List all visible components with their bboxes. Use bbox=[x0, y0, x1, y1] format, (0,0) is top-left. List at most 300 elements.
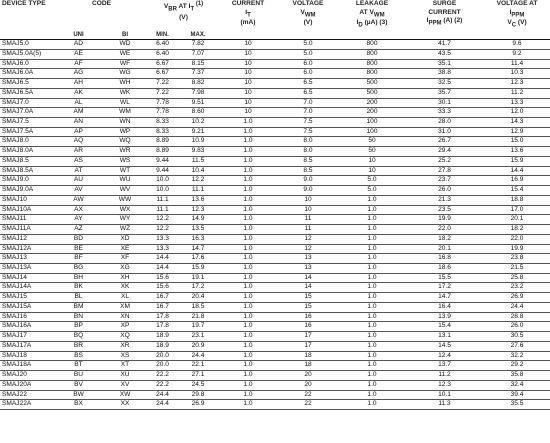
clamping-voltage-cell: 10.3 bbox=[484, 69, 550, 79]
bi-code-cell: XS bbox=[102, 351, 148, 361]
device-type-cell: SMAJ7.5 bbox=[0, 118, 55, 128]
leakage-cell: 1.0 bbox=[339, 341, 405, 351]
bi-code-cell: WH bbox=[102, 79, 148, 89]
working-voltage-cell: 14 bbox=[277, 283, 339, 293]
vbr-min-cell: 12.2 bbox=[148, 215, 177, 225]
leakage-cell: 800 bbox=[339, 59, 405, 69]
device-type-cell: SMAJ11 bbox=[0, 215, 55, 225]
clamping-voltage-cell: 9.2 bbox=[484, 49, 550, 59]
max-subheader: MAX. bbox=[177, 30, 219, 40]
surge-current-cell: 27.8 bbox=[405, 166, 484, 176]
device-type-cell: SMAJ12A bbox=[0, 244, 55, 254]
device-type-cell: SMAJ7.0A bbox=[0, 108, 55, 118]
uni-code-cell: AH bbox=[55, 79, 102, 89]
device-type-cell: SMAJ6.5 bbox=[0, 79, 55, 89]
surge-current-cell: 16.4 bbox=[405, 302, 484, 312]
test-current-cell: 1.0 bbox=[219, 264, 277, 274]
test-current-cell: 10 bbox=[219, 79, 277, 89]
vbr-max-cell: 9.83 bbox=[177, 147, 219, 157]
device-type-cell: SMAJ10A bbox=[0, 205, 55, 215]
device-type-cell: SMAJ13 bbox=[0, 254, 55, 264]
bi-code-cell: XH bbox=[102, 273, 148, 283]
clamping-voltage-cell: 27.6 bbox=[484, 341, 550, 351]
bi-code-cell: WP bbox=[102, 127, 148, 137]
uni-code-cell: BH bbox=[55, 273, 102, 283]
vbr-max-cell: 26.9 bbox=[177, 400, 219, 410]
vbr-max-cell: 12.2 bbox=[177, 176, 219, 186]
uni-code-cell: AD bbox=[55, 40, 102, 50]
surge-current-cell: 20.1 bbox=[405, 244, 484, 254]
test-current-cell: 1.0 bbox=[219, 118, 277, 128]
table-row bbox=[0, 176, 550, 186]
table-row bbox=[0, 234, 550, 244]
vbr-max-cell: 14.9 bbox=[177, 215, 219, 225]
device-type-cell: SMAJ14 bbox=[0, 273, 55, 283]
bi-code-cell: WW bbox=[102, 195, 148, 205]
leakage-cell: 100 bbox=[339, 118, 405, 128]
device-type-cell: SMAJ8.5 bbox=[0, 156, 55, 166]
table-row bbox=[0, 351, 550, 361]
working-voltage-cell: 16 bbox=[277, 312, 339, 322]
vbr-max-cell: 23.1 bbox=[177, 332, 219, 342]
table-row bbox=[0, 88, 550, 98]
bi-code-cell: XV bbox=[102, 380, 148, 390]
vbr-max-cell: 11.5 bbox=[177, 156, 219, 166]
bi-code-cell: WG bbox=[102, 69, 148, 79]
device-type-cell: SMAJ9.0A bbox=[0, 186, 55, 196]
leakage-cell: 200 bbox=[339, 108, 405, 118]
table-row bbox=[0, 108, 550, 118]
vbr-max-cell: 9.21 bbox=[177, 127, 219, 137]
surge-current-cell: 13.9 bbox=[405, 312, 484, 322]
device-type-cell: SMAJ22 bbox=[0, 390, 55, 400]
clamping-voltage-cell: 35.5 bbox=[484, 400, 550, 410]
vbr-min-cell: 8.33 bbox=[148, 127, 177, 137]
vbr-min-cell: 16.7 bbox=[148, 302, 177, 312]
vbr-max-cell: 13.5 bbox=[177, 225, 219, 235]
test-current-cell: 1.0 bbox=[219, 215, 277, 225]
vbr-min-cell: 7.78 bbox=[148, 108, 177, 118]
working-voltage-cell: 7.5 bbox=[277, 127, 339, 137]
table-row bbox=[0, 380, 550, 390]
vbr-max-cell: 8.15 bbox=[177, 59, 219, 69]
clamping-voltage-cell: 12.0 bbox=[484, 108, 550, 118]
vbr-max-cell: 15.9 bbox=[177, 264, 219, 274]
test-current-cell: 1.0 bbox=[219, 195, 277, 205]
bi-code-cell: WE bbox=[102, 49, 148, 59]
surge-current-header: SURGE CURRENT $I_{PPM}$ (A) (2) bbox=[426, 0, 463, 27]
leakage-cell: 1.0 bbox=[339, 312, 405, 322]
vbr-min-cell: 14.4 bbox=[148, 264, 177, 274]
uni-code-cell: BN bbox=[55, 312, 102, 322]
vbr-min-cell: 10.0 bbox=[148, 176, 177, 186]
bi-code-cell: WL bbox=[102, 98, 148, 108]
table-row bbox=[0, 98, 550, 108]
blank-subheader bbox=[277, 30, 339, 40]
leakage-cell: 1.0 bbox=[339, 244, 405, 254]
vbr-min-cell: 16.7 bbox=[148, 293, 177, 303]
vbr-min-cell: 6.67 bbox=[148, 59, 177, 69]
bi-code-cell: XP bbox=[102, 322, 148, 332]
clamping-voltage-cell: 32.2 bbox=[484, 351, 550, 361]
code-header: CODE bbox=[91, 0, 112, 7]
working-voltage-cell: 5.0 bbox=[277, 40, 339, 50]
clamping-voltage-cell: 14.4 bbox=[484, 166, 550, 176]
bi-code-cell: XF bbox=[102, 254, 148, 264]
uni-code-cell: AS bbox=[55, 156, 102, 166]
vbr-min-cell: 22.2 bbox=[148, 380, 177, 390]
working-voltage-cell: 20 bbox=[277, 380, 339, 390]
table-row bbox=[0, 127, 550, 137]
vbr-min-cell: 20.0 bbox=[148, 351, 177, 361]
bi-code-cell: WX bbox=[102, 205, 148, 215]
leakage-cell: 1.0 bbox=[339, 234, 405, 244]
working-voltage-header: VOLTAGE $V_{WM}$ (V) bbox=[292, 0, 324, 27]
uni-code-cell: AR bbox=[55, 147, 102, 157]
test-current-cell: 1.0 bbox=[219, 302, 277, 312]
clamping-voltage-cell: 21.5 bbox=[484, 264, 550, 274]
leakage-cell: 100 bbox=[339, 127, 405, 137]
device-type-cell: SMAJ5.0 bbox=[0, 40, 55, 50]
bi-code-cell: XG bbox=[102, 264, 148, 274]
leakage-cell: 1.0 bbox=[339, 225, 405, 235]
device-type-cell: SMAJ12 bbox=[0, 234, 55, 244]
leakage-cell: 500 bbox=[339, 79, 405, 89]
uni-code-cell: BL bbox=[55, 293, 102, 303]
vbr-max-cell: 7.37 bbox=[177, 69, 219, 79]
leakage-cell: 1.0 bbox=[339, 283, 405, 293]
bi-code-cell: WV bbox=[102, 186, 148, 196]
working-voltage-cell: 18 bbox=[277, 361, 339, 371]
uni-code-cell: AY bbox=[55, 215, 102, 225]
leakage-cell: 800 bbox=[339, 49, 405, 59]
working-voltage-cell: 7.0 bbox=[277, 108, 339, 118]
clamping-voltage-cell: 26.0 bbox=[484, 322, 550, 332]
surge-current-cell: 13.1 bbox=[405, 332, 484, 342]
table-row bbox=[0, 371, 550, 381]
surge-current-cell: 14.7 bbox=[405, 293, 484, 303]
clamping-voltage-cell: 32.4 bbox=[484, 380, 550, 390]
leakage-cell: 1.0 bbox=[339, 254, 405, 264]
device-type-cell: SMAJ6.0 bbox=[0, 59, 55, 69]
leakage-cell: 1.0 bbox=[339, 215, 405, 225]
surge-current-cell: 35.7 bbox=[405, 88, 484, 98]
vbr-max-cell: 19.1 bbox=[177, 273, 219, 283]
working-voltage-cell: 12 bbox=[277, 234, 339, 244]
working-voltage-cell: 13 bbox=[277, 254, 339, 264]
leakage-cell: 1.0 bbox=[339, 361, 405, 371]
device-type-cell: SMAJ6.0A bbox=[0, 69, 55, 79]
vbr-min-cell: 8.89 bbox=[148, 147, 177, 157]
bi-code-cell: XW bbox=[102, 390, 148, 400]
surge-current-cell: 22.0 bbox=[405, 225, 484, 235]
test-current-cell: 10 bbox=[219, 98, 277, 108]
vbr-max-cell: 7.07 bbox=[177, 49, 219, 59]
surge-current-cell: 25.2 bbox=[405, 156, 484, 166]
surge-current-cell: 33.3 bbox=[405, 108, 484, 118]
device-type-cell: SMAJ11A bbox=[0, 225, 55, 235]
working-voltage-cell: 6.0 bbox=[277, 69, 339, 79]
device-type-cell: SMAJ9.0 bbox=[0, 176, 55, 186]
device-type-cell: SMAJ6.5A bbox=[0, 88, 55, 98]
clamping-voltage-cell: 12.3 bbox=[484, 79, 550, 89]
table-row bbox=[0, 40, 550, 50]
leakage-cell: 1.0 bbox=[339, 371, 405, 381]
working-voltage-cell: 11 bbox=[277, 215, 339, 225]
vbr-max-cell: 10.2 bbox=[177, 118, 219, 128]
test-current-cell: 1.0 bbox=[219, 283, 277, 293]
test-current-cell: 10 bbox=[219, 69, 277, 79]
working-voltage-cell: 17 bbox=[277, 341, 339, 351]
surge-current-cell: 18.2 bbox=[405, 234, 484, 244]
leakage-cell: 1.0 bbox=[339, 264, 405, 274]
device-type-cell: SMAJ17A bbox=[0, 341, 55, 351]
surge-current-cell: 41.7 bbox=[405, 40, 484, 50]
clamping-voltage-cell: 18.2 bbox=[484, 225, 550, 235]
uni-code-cell: BF bbox=[55, 254, 102, 264]
bi-code-cell: XE bbox=[102, 244, 148, 254]
uni-code-cell: AM bbox=[55, 108, 102, 118]
clamping-voltage-cell: 19.9 bbox=[484, 244, 550, 254]
vbr-max-cell: 18.5 bbox=[177, 302, 219, 312]
surge-current-cell: 28.0 bbox=[405, 118, 484, 128]
vbr-max-cell: 20.9 bbox=[177, 341, 219, 351]
clamping-voltage-cell: 14.3 bbox=[484, 118, 550, 128]
test-current-cell: 1.0 bbox=[219, 390, 277, 400]
test-current-cell: 10 bbox=[219, 108, 277, 118]
clamping-voltage-header: VOLTAGE AT $I_{PPM}$ $V_C$ (V) bbox=[496, 0, 538, 29]
table-row bbox=[0, 332, 550, 342]
device-type-cell: SMAJ7.0 bbox=[0, 98, 55, 108]
vbr-min-cell: 13.3 bbox=[148, 244, 177, 254]
test-current-cell: 1.0 bbox=[219, 341, 277, 351]
vbr-max-cell: 20.4 bbox=[177, 293, 219, 303]
vbr-min-cell: 11.1 bbox=[148, 195, 177, 205]
surge-current-cell: 15.4 bbox=[405, 322, 484, 332]
device-type-cell: SMAJ18 bbox=[0, 351, 55, 361]
leakage-cell: 5.0 bbox=[339, 176, 405, 186]
bi-code-cell: XD bbox=[102, 234, 148, 244]
table-row bbox=[0, 137, 550, 147]
device-type-cell: SMAJ8.5A bbox=[0, 166, 55, 176]
surge-current-cell: 30.1 bbox=[405, 98, 484, 108]
leakage-cell: 50 bbox=[339, 137, 405, 147]
test-current-cell: 1.0 bbox=[219, 361, 277, 371]
vbr-max-cell: 12.3 bbox=[177, 205, 219, 215]
uni-code-cell: AU bbox=[55, 176, 102, 186]
device-type-cell: SMAJ10 bbox=[0, 195, 55, 205]
clamping-voltage-cell: 22.0 bbox=[484, 234, 550, 244]
test-current-cell: 1.0 bbox=[219, 332, 277, 342]
table-row bbox=[0, 244, 550, 254]
vbr-max-cell: 16.3 bbox=[177, 234, 219, 244]
vbr-min-cell: 14.4 bbox=[148, 254, 177, 264]
uni-subheader: UNI bbox=[55, 30, 102, 40]
bi-code-cell: WM bbox=[102, 108, 148, 118]
surge-current-cell: 26.7 bbox=[405, 137, 484, 147]
vbr-max-cell: 8.82 bbox=[177, 79, 219, 89]
device-type-header: DEVICE TYPE bbox=[2, 0, 46, 7]
vbr-min-cell: 17.8 bbox=[148, 322, 177, 332]
table-row bbox=[0, 69, 550, 79]
vbr-max-cell: 7.82 bbox=[177, 40, 219, 50]
device-type-cell: SMAJ20A bbox=[0, 380, 55, 390]
table-row bbox=[0, 264, 550, 274]
table-row bbox=[0, 195, 550, 205]
table-row bbox=[0, 49, 550, 59]
surge-current-cell: 11.2 bbox=[405, 371, 484, 381]
surge-current-cell: 31.0 bbox=[405, 127, 484, 137]
vbr-min-cell: 15.6 bbox=[148, 273, 177, 283]
vbr-max-cell: 19.7 bbox=[177, 322, 219, 332]
clamping-voltage-cell: 26.9 bbox=[484, 293, 550, 303]
vbr-min-cell: 7.22 bbox=[148, 79, 177, 89]
surge-current-cell: 13.7 bbox=[405, 361, 484, 371]
device-type-cell: SMAJ20 bbox=[0, 371, 55, 381]
bi-code-cell: XL bbox=[102, 293, 148, 303]
device-type-cell: SMAJ16A bbox=[0, 322, 55, 332]
clamping-voltage-cell: 15.9 bbox=[484, 156, 550, 166]
bi-subheader: BI bbox=[102, 30, 148, 40]
device-type-cell: SMAJ13A bbox=[0, 264, 55, 274]
blank-subheader bbox=[484, 30, 550, 40]
vbr-min-cell: 11.1 bbox=[148, 205, 177, 215]
vbr-max-cell: 29.8 bbox=[177, 390, 219, 400]
leakage-cell: 1.0 bbox=[339, 205, 405, 215]
blank-subheader bbox=[339, 30, 405, 40]
leakage-cell: 1.0 bbox=[339, 302, 405, 312]
vbr-max-cell: 9.51 bbox=[177, 98, 219, 108]
bi-code-cell: WQ bbox=[102, 137, 148, 147]
bi-code-cell: XN bbox=[102, 312, 148, 322]
device-type-cell: SMAJ16 bbox=[0, 312, 55, 322]
clamping-voltage-cell: 11.2 bbox=[484, 88, 550, 98]
uni-code-cell: BS bbox=[55, 351, 102, 361]
vbr-max-cell: 7.98 bbox=[177, 88, 219, 98]
device-type-cell: SMAJ8.0 bbox=[0, 137, 55, 147]
device-type-cell: SMAJ14A bbox=[0, 283, 55, 293]
surge-current-cell: 19.9 bbox=[405, 215, 484, 225]
test-current-cell: 1.0 bbox=[219, 225, 277, 235]
clamping-voltage-cell: 9.6 bbox=[484, 40, 550, 50]
clamping-voltage-cell: 15.4 bbox=[484, 186, 550, 196]
working-voltage-cell: 11 bbox=[277, 225, 339, 235]
uni-code-cell: BG bbox=[55, 264, 102, 274]
test-current-cell: 1.0 bbox=[219, 254, 277, 264]
leakage-cell: 5.0 bbox=[339, 186, 405, 196]
surge-current-cell: 29.4 bbox=[405, 147, 484, 157]
bi-code-cell: XK bbox=[102, 283, 148, 293]
uni-code-cell: BX bbox=[55, 400, 102, 410]
test-current-cell: 1.0 bbox=[219, 273, 277, 283]
device-type-subheader bbox=[0, 30, 55, 40]
test-current-cell: 1.0 bbox=[219, 166, 277, 176]
table-row bbox=[0, 118, 550, 128]
bi-code-cell: WT bbox=[102, 166, 148, 176]
vbr-max-cell: 24.5 bbox=[177, 380, 219, 390]
vbr-min-cell: 9.44 bbox=[148, 166, 177, 176]
test-current-cell: 1.0 bbox=[219, 205, 277, 215]
vbr-max-cell: 10.4 bbox=[177, 166, 219, 176]
uni-code-cell: BE bbox=[55, 244, 102, 254]
device-type-cell: SMAJ18A bbox=[0, 361, 55, 371]
surge-current-cell: 16.8 bbox=[405, 254, 484, 264]
surge-current-cell: 12.4 bbox=[405, 351, 484, 361]
working-voltage-cell: 12 bbox=[277, 244, 339, 254]
surge-current-cell: 38.8 bbox=[405, 69, 484, 79]
table-row bbox=[0, 341, 550, 351]
uni-code-cell: BM bbox=[55, 302, 102, 312]
surge-current-cell: 14.5 bbox=[405, 341, 484, 351]
table-row bbox=[0, 225, 550, 235]
vbr-min-cell: 6.40 bbox=[148, 49, 177, 59]
min-subheader: MIN. bbox=[148, 30, 177, 40]
vbr-max-cell: 10.9 bbox=[177, 137, 219, 147]
surge-current-cell: 23.5 bbox=[405, 205, 484, 215]
vbr-min-cell: 6.67 bbox=[148, 69, 177, 79]
vbr-min-cell: 12.2 bbox=[148, 225, 177, 235]
test-current-cell: 1.0 bbox=[219, 186, 277, 196]
breakdown-voltage-header: $V_{BR}$ AT $I_T$ $^{(1)}$ (V) bbox=[163, 1, 204, 21]
uni-code-cell: BV bbox=[55, 380, 102, 390]
working-voltage-cell: 17 bbox=[277, 332, 339, 342]
surge-current-cell: 15.5 bbox=[405, 273, 484, 283]
test-current-header: CURRENT $I_T$ (mA) bbox=[231, 0, 265, 27]
bi-code-cell: XX bbox=[102, 400, 148, 410]
table-row bbox=[0, 166, 550, 176]
working-voltage-cell: 7.5 bbox=[277, 118, 339, 128]
vbr-min-cell: 15.6 bbox=[148, 283, 177, 293]
working-voltage-cell: 8.0 bbox=[277, 137, 339, 147]
clamping-voltage-cell: 23.2 bbox=[484, 283, 550, 293]
leakage-cell: 1.0 bbox=[339, 332, 405, 342]
working-voltage-cell: 8.5 bbox=[277, 166, 339, 176]
table-row bbox=[0, 59, 550, 69]
clamping-voltage-cell: 39.4 bbox=[484, 390, 550, 400]
table-row bbox=[0, 390, 550, 400]
vbr-min-cell: 17.8 bbox=[148, 312, 177, 322]
clamping-voltage-cell: 24.4 bbox=[484, 302, 550, 312]
device-type-cell: SMAJ7.5A bbox=[0, 127, 55, 137]
clamping-voltage-cell: 29.2 bbox=[484, 361, 550, 371]
table-row bbox=[0, 147, 550, 157]
surge-current-cell: 11.3 bbox=[405, 400, 484, 410]
bi-code-cell: WY bbox=[102, 215, 148, 225]
clamping-voltage-cell: 13.3 bbox=[484, 98, 550, 108]
table-row bbox=[0, 312, 550, 322]
surge-current-cell: 17.2 bbox=[405, 283, 484, 293]
uni-code-cell: AG bbox=[55, 69, 102, 79]
uni-code-cell: BQ bbox=[55, 332, 102, 342]
surge-current-cell: 10.1 bbox=[405, 390, 484, 400]
table-row bbox=[0, 283, 550, 293]
surge-current-cell: 26.0 bbox=[405, 186, 484, 196]
bi-code-cell: WZ bbox=[102, 225, 148, 235]
test-current-cell: 1.0 bbox=[219, 312, 277, 322]
leakage-cell: 1.0 bbox=[339, 273, 405, 283]
bi-code-cell: XQ bbox=[102, 332, 148, 342]
working-voltage-cell: 8.0 bbox=[277, 147, 339, 157]
leakage-cell: 500 bbox=[339, 88, 405, 98]
clamping-voltage-cell: 23.8 bbox=[484, 254, 550, 264]
uni-code-cell: AW bbox=[55, 195, 102, 205]
test-current-cell: 1.0 bbox=[219, 137, 277, 147]
uni-code-cell: AT bbox=[55, 166, 102, 176]
clamping-voltage-cell: 15.0 bbox=[484, 137, 550, 147]
clamping-voltage-cell: 35.8 bbox=[484, 371, 550, 381]
clamping-voltage-cell: 13.6 bbox=[484, 147, 550, 157]
working-voltage-cell: 15 bbox=[277, 293, 339, 303]
